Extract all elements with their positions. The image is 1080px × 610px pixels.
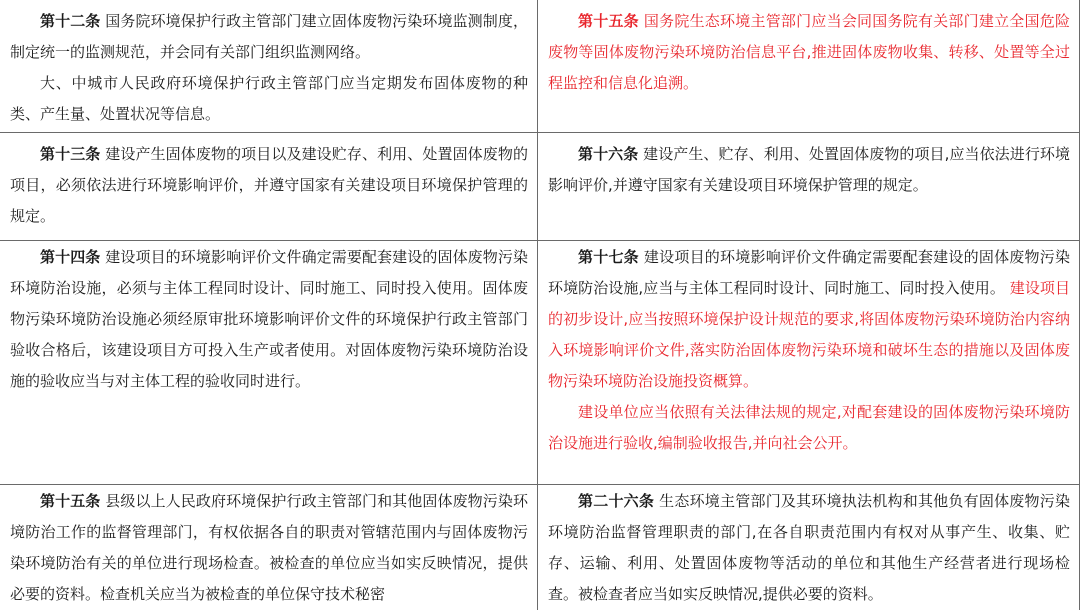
- article-text: 国务院环境保护行政主管部门建立固体废物污染环境监测制度，制定统一的监测规范，并会同有关部门组织监测网络。: [10, 12, 528, 61]
- paragraph: [548, 242, 1070, 397]
- paragraph: [10, 486, 528, 610]
- column-divider: [537, 0, 538, 610]
- paragraph: [10, 139, 528, 232]
- article-number: 第十七条: [578, 248, 639, 266]
- paragraph: [548, 397, 1070, 459]
- table-row: [0, 139, 1080, 233]
- article-text: 建设产生、贮存、利用、处置固体废物的项目,应当依法进行环境影响评价,并遵守国家有关建设项目环境保护管理的规定。: [548, 145, 1070, 194]
- old-law-cell: [0, 242, 538, 397]
- table-row: [0, 6, 1080, 132]
- article-number: 第十四条: [40, 248, 101, 266]
- table-row: [0, 242, 1080, 482]
- paragraph: [548, 486, 1070, 610]
- paragraph: [10, 6, 528, 68]
- article-text: 大、中城市人民政府环境保护行政主管部门应当定期发布固体废物的种类、产生量、处置状况等信息。: [10, 74, 528, 123]
- paragraph: [10, 242, 528, 397]
- row-divider: [0, 132, 1080, 133]
- article-text: 建设产生固体废物的项目以及建设贮存、利用、处置固体废物的项目，必须依法进行环境影响评价，并遵守国家有关建设项目环境保护管理的规定。: [10, 145, 528, 225]
- new-law-cell: [538, 139, 1080, 201]
- article-number: 第二十六条: [578, 492, 655, 510]
- article-number: 第十五条: [578, 12, 639, 30]
- old-law-cell: [0, 6, 538, 130]
- added-text: 建设单位应当依照有关法律法规的规定,对配套建设的固体废物污染环境防治设施进行验收,编制验收报告,并向社会公开。: [548, 403, 1070, 452]
- article-number: 第十三条: [40, 145, 101, 163]
- paragraph: [10, 68, 528, 130]
- article-text: 生态环境主管部门及其环境执法机构和其他负有固体废物污染环境防治监督管理职责的部门,在各自职责范围内有权对从事产生、收集、贮存、运输、利用、处置固体废物等活动的单位和其他生产经营者进行现场检查。被检查者应当如实反映情况,提供必要的资料。: [548, 492, 1070, 603]
- old-law-cell: [0, 139, 538, 232]
- old-law-cell: [0, 486, 538, 610]
- paragraph: [548, 6, 1070, 99]
- added-text: 建设项目的初步设计,应当按照环境保护设计规范的要求,将固体废物污染环境防治内容纳入环境影响评价文件,落实防治固体废物污染环境和破坏生态的措施以及固体废物污染环境防治设施投资概算。: [548, 279, 1070, 390]
- article-number: 第十二条: [40, 12, 101, 30]
- paragraph: [548, 139, 1070, 201]
- new-law-cell: [538, 6, 1080, 99]
- row-divider: [0, 484, 1080, 485]
- article-text: 国务院生态环境主管部门应当会同国务院有关部门建立全国危险废物等固体废物污染环境防治信息平台,推进固体废物收集、转移、处置等全过程监控和信息化追溯。: [548, 12, 1070, 92]
- article-text: 县级以上人民政府环境保护行政主管部门和其他固体废物污染环境防治工作的监督管理部门，有权依据各自的职责对管辖范围内与固体废物污染环境防治有关的单位进行现场检查。被检查的单位应当如实反映情况，提供必要的资料。检查机关应当为被检查的单位保守技术秘密: [10, 492, 528, 603]
- row-divider: [0, 240, 1080, 241]
- new-law-cell: [538, 486, 1080, 610]
- article-text: 建设项目的环境影响评价文件确定需要配套建设的固体废物污染环境防治设施，必须与主体工程同时设计、同时施工、同时投入使用。固体废物污染环境防治设施必须经原审批环境影响评价文件的环境保护行政主管部门验收合格后，该建设项目方可投入生产或者使用。对固体废物污染环境防治设施的验收应当与对主体工程的验收同时进行。: [10, 248, 528, 390]
- article-number: 第十五条: [40, 492, 101, 510]
- article-text: 建设项目的环境影响评价文件确定需要配套建设的固体废物污染环境防治设施,应当与主体工程同时设计、同时施工、同时投入使用。: [548, 248, 1070, 297]
- new-law-cell: [538, 242, 1080, 459]
- table-row: [0, 486, 1080, 610]
- article-number: 第十六条: [578, 145, 639, 163]
